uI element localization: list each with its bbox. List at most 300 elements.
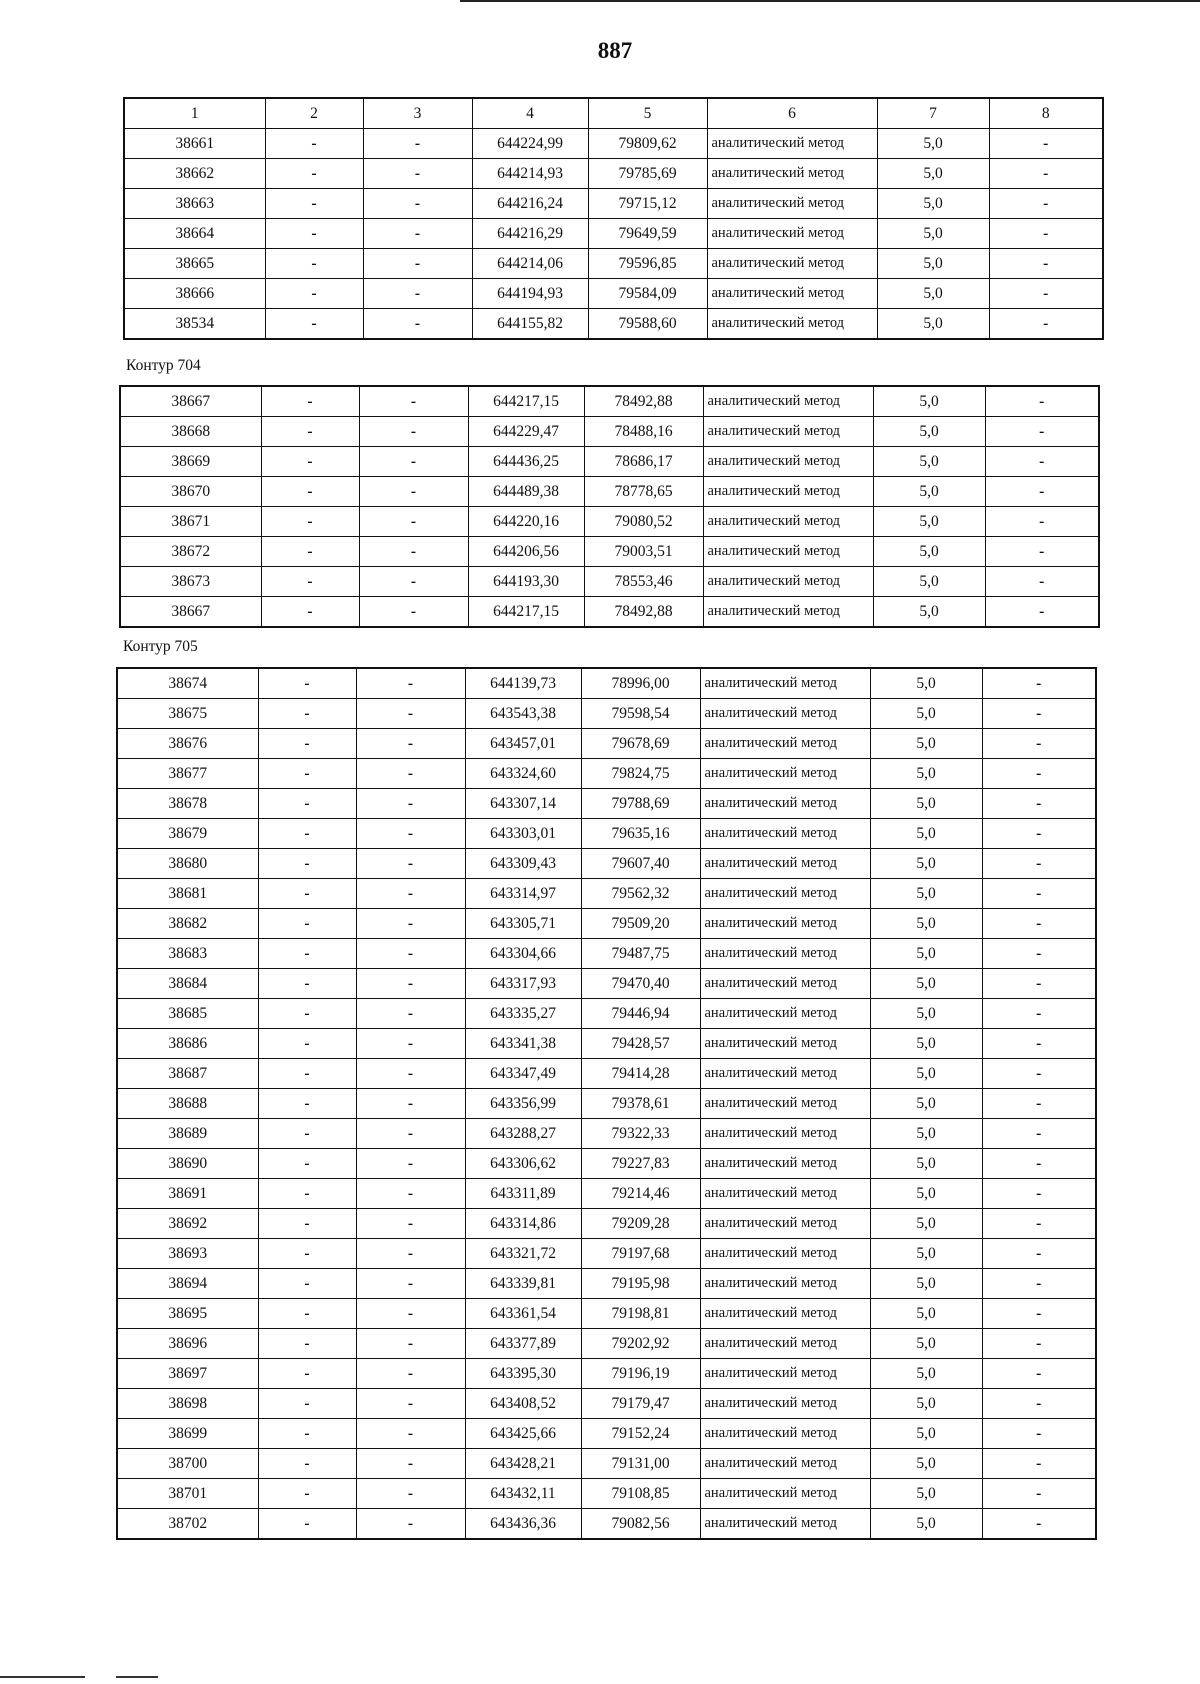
table-cell-col-2: - [258,1149,356,1179]
table-cell-col-7: 5,0 [877,159,989,189]
table-cell-col-7: 5,0 [870,1359,982,1389]
table-cell-col-7: 5,0 [873,447,985,477]
table-cell-col-2: - [265,129,363,159]
table-row [117,1059,1096,1089]
table-cell-col-2: - [258,1299,356,1329]
table-cell-col-2: - [261,597,359,628]
table-cell-col-2: - [258,909,356,939]
table-row [117,699,1096,729]
table-cell-col-3: - [356,759,465,789]
table-cell-col-4: 643307,14 [465,789,581,819]
table-cell-col-6: аналитический метод [703,447,873,477]
table-cell-col-1: 38702 [117,1509,258,1540]
table-cell-col-6: аналитический метод [703,597,873,628]
table-row [117,909,1096,939]
table-row [117,1239,1096,1269]
table-cell-col-3: - [356,1119,465,1149]
table-cell-col-5: 78686,17 [584,447,703,477]
table-cell-col-8: - [989,279,1103,309]
table-cell-col-4: 644220,16 [468,507,584,537]
table-cell-col-5: 79108,85 [581,1479,700,1509]
table-cell-col-1: 38666 [124,279,265,309]
table-cell-col-1: 38664 [124,219,265,249]
table-cell-col-5: 79214,46 [581,1179,700,1209]
table-cell-col-8: - [982,1359,1096,1389]
table-cell-col-3: - [356,1089,465,1119]
table-cell-col-6: аналитический метод [700,939,870,969]
table-cell-col-4: 643457,01 [465,729,581,759]
table-cell-col-6: аналитический метод [700,1029,870,1059]
table-cell-col-7: 5,0 [870,1089,982,1119]
table-cell-col-1: 38698 [117,1389,258,1419]
table-cell-col-1: 38667 [120,386,261,417]
table-cell-col-6: аналитический метод [707,189,877,219]
table-cell-col-7: 5,0 [870,1449,982,1479]
table-row [117,879,1096,909]
table-cell-col-6: аналитический метод [703,567,873,597]
table-cell-col-7: 5,0 [870,699,982,729]
table-cell-col-5: 79446,94 [581,999,700,1029]
table-cell-col-7: 5,0 [870,668,982,699]
table-cell-col-1: 38672 [120,537,261,567]
table-cell-col-4: 644216,24 [472,189,588,219]
table-cell-col-2: - [258,819,356,849]
table-cell-col-1: 38686 [117,1029,258,1059]
table-cell-col-2: - [258,759,356,789]
table-cell-col-7: 5,0 [870,1269,982,1299]
table-header-row [124,98,1103,129]
table-cell-col-4: 643314,86 [465,1209,581,1239]
table-row [124,309,1103,340]
table-cell-col-3: - [356,1299,465,1329]
table-row [117,1479,1096,1509]
table-cell-col-8: - [989,159,1103,189]
table-cell-col-4: 643428,21 [465,1449,581,1479]
table-cell-col-2: - [261,567,359,597]
table-row [120,507,1099,537]
table-cell-col-3: - [356,789,465,819]
table-cell-col-6: аналитический метод [700,1299,870,1329]
table-cell-col-2: - [265,189,363,219]
table-cell-col-3: - [356,849,465,879]
table-cell-col-7: 5,0 [870,849,982,879]
column-header-1: 1 [124,98,265,129]
table-cell-col-5: 79195,98 [581,1269,700,1299]
page-number: 887 [597,38,633,63]
table-cell-col-5: 79588,60 [588,309,707,340]
table-cell-col-5: 79607,40 [581,849,700,879]
table-cell-col-6: аналитический метод [703,477,873,507]
table-cell-col-6: аналитический метод [703,507,873,537]
table-row [120,567,1099,597]
table-cell-col-8: - [982,759,1096,789]
table-row [117,999,1096,1029]
table-row [117,668,1096,699]
table-cell-col-5: 79227,83 [581,1149,700,1179]
table-cell-col-5: 79179,47 [581,1389,700,1419]
scan-edge-bottom-left [0,1676,85,1678]
table-cell-col-6: аналитический метод [707,249,877,279]
table-cell-col-3: - [359,386,468,417]
table-cell-col-8: - [985,417,1099,447]
table-row [124,189,1103,219]
table-cell-col-8: - [982,1419,1096,1449]
table-cell-col-6: аналитический метод [700,1209,870,1239]
table-cell-col-4: 644193,30 [468,567,584,597]
table-row [117,1209,1096,1239]
table-cell-col-1: 38668 [120,417,261,447]
table-cell-col-2: - [258,1059,356,1089]
table-cell-col-3: - [359,597,468,628]
table-cell-col-8: - [982,819,1096,849]
table-cell-col-8: - [982,1239,1096,1269]
table-row [120,537,1099,567]
table-cell-col-4: 643314,97 [465,879,581,909]
table-row [117,1389,1096,1419]
table-cell-col-4: 643408,52 [465,1389,581,1419]
column-header-7: 7 [877,98,989,129]
table-row [117,1179,1096,1209]
table-cell-col-6: аналитический метод [700,849,870,879]
table-cell-col-4: 643341,38 [465,1029,581,1059]
scan-edge-bottom-mid [116,1676,158,1678]
table-cell-col-8: - [989,129,1103,159]
table-cell-col-1: 38662 [124,159,265,189]
table-cell-col-1: 38700 [117,1449,258,1479]
table-cell-col-5: 79202,92 [581,1329,700,1359]
column-header-4: 4 [472,98,588,129]
table-cell-col-1: 38687 [117,1059,258,1089]
table-cell-col-5: 79596,85 [588,249,707,279]
table-cell-col-1: 38684 [117,969,258,999]
table-cell-col-7: 5,0 [870,939,982,969]
table-cell-col-2: - [265,309,363,340]
table-cell-col-6: аналитический метод [703,537,873,567]
table-cell-col-1: 38697 [117,1359,258,1389]
table-cell-col-1: 38661 [124,129,265,159]
table-cell-col-2: - [258,1269,356,1299]
table-cell-col-1: 38690 [117,1149,258,1179]
table-row [117,1029,1096,1059]
table-cell-col-2: - [258,1359,356,1389]
table-cell-col-7: 5,0 [870,729,982,759]
table-row [117,1089,1096,1119]
table-cell-col-7: 5,0 [870,999,982,1029]
table-row [117,969,1096,999]
table-cell-col-3: - [356,999,465,1029]
table-cell-col-5: 79785,69 [588,159,707,189]
table-cell-col-8: - [985,597,1099,628]
table-cell-col-3: - [356,668,465,699]
table-cell-col-6: аналитический метод [700,1269,870,1299]
table-cell-col-2: - [258,668,356,699]
table-cell-col-3: - [356,879,465,909]
table-cell-col-5: 79196,19 [581,1359,700,1389]
table-cell-col-8: - [985,447,1099,477]
table-cell-col-5: 78492,88 [584,386,703,417]
table-cell-col-3: - [359,567,468,597]
table-cell-col-4: 643303,01 [465,819,581,849]
table-cell-col-1: 38701 [117,1479,258,1509]
table-row [117,1119,1096,1149]
table-cell-col-4: 644139,73 [465,668,581,699]
table-cell-col-1: 38679 [117,819,258,849]
table-cell-col-8: - [982,969,1096,999]
table-row [117,789,1096,819]
table-row [117,1269,1096,1299]
table-cell-col-2: - [265,249,363,279]
table-cell-col-7: 5,0 [877,309,989,340]
table-cell-col-3: - [356,1359,465,1389]
table-cell-col-5: 79080,52 [584,507,703,537]
column-header-6: 6 [707,98,877,129]
table-cell-col-7: 5,0 [870,1059,982,1089]
coordinates-table-contour-704 [119,385,1100,628]
table-cell-col-7: 5,0 [870,1149,982,1179]
table-cell-col-7: 5,0 [870,789,982,819]
table-cell-col-4: 644229,47 [468,417,584,447]
table-cell-col-3: - [359,447,468,477]
table-cell-col-1: 38674 [117,668,258,699]
table-cell-col-2: - [258,969,356,999]
table-cell-col-1: 38699 [117,1419,258,1449]
table-cell-col-1: 38688 [117,1089,258,1119]
table-cell-col-8: - [985,386,1099,417]
table-cell-col-7: 5,0 [870,1029,982,1059]
table-cell-col-5: 78996,00 [581,668,700,699]
table-cell-col-6: аналитический метод [700,1509,870,1540]
table-cell-col-3: - [356,729,465,759]
table-cell-col-2: - [258,699,356,729]
table-cell-col-2: - [265,159,363,189]
table-body-contour-705 [117,668,1096,1539]
table-cell-col-7: 5,0 [870,1299,982,1329]
table-cell-col-4: 643339,81 [465,1269,581,1299]
table-cell-col-6: аналитический метод [700,1059,870,1089]
table-cell-col-8: - [982,1149,1096,1179]
table-cell-col-6: аналитический метод [703,386,873,417]
table-cell-col-3: - [356,909,465,939]
table-cell-col-8: - [982,1059,1096,1089]
table-cell-col-8: - [985,537,1099,567]
table-cell-col-6: аналитический метод [700,1179,870,1209]
table-cell-col-3: - [363,219,472,249]
table-cell-col-8: - [982,729,1096,759]
table-cell-col-8: - [982,699,1096,729]
table-cell-col-8: - [989,309,1103,340]
table-cell-col-4: 643425,66 [465,1419,581,1449]
table-cell-col-3: - [356,1029,465,1059]
table-cell-col-5: 79635,16 [581,819,700,849]
table-row [117,1299,1096,1329]
table-cell-col-6: аналитический метод [700,699,870,729]
table-cell-col-8: - [982,1299,1096,1329]
table-cell-col-1: 38663 [124,189,265,219]
table-cell-col-4: 644224,99 [472,129,588,159]
coordinates-table-contour-705 [116,667,1097,1540]
table-cell-col-2: - [258,849,356,879]
table-cell-col-6: аналитический метод [700,1149,870,1179]
table-cell-col-6: аналитический метод [700,999,870,1029]
table-cell-col-4: 643309,43 [465,849,581,879]
table-cell-col-4: 643432,11 [465,1479,581,1509]
table-cell-col-6: аналитический метод [700,1239,870,1269]
table-cell-col-1: 38691 [117,1179,258,1209]
table-cell-col-3: - [356,1389,465,1419]
table-cell-col-5: 78778,65 [584,477,703,507]
table-cell-col-8: - [982,849,1096,879]
table-cell-col-4: 644214,93 [472,159,588,189]
table-cell-col-5: 79649,59 [588,219,707,249]
table-cell-col-6: аналитический метод [700,879,870,909]
column-header-8: 8 [989,98,1103,129]
table-cell-col-7: 5,0 [870,1209,982,1239]
table-cell-col-2: - [258,1449,356,1479]
table-cell-col-8: - [982,909,1096,939]
table-cell-col-3: - [356,939,465,969]
table-cell-col-5: 79322,33 [581,1119,700,1149]
table-cell-col-8: - [985,507,1099,537]
table-row [117,1509,1096,1540]
table-cell-col-3: - [363,309,472,340]
table-cell-col-2: - [258,789,356,819]
table-cell-col-6: аналитический метод [700,969,870,999]
column-header-3: 3 [363,98,472,129]
table-cell-col-6: аналитический метод [700,729,870,759]
table-cell-col-2: - [261,417,359,447]
column-header-2: 2 [265,98,363,129]
table-cell-col-3: - [356,969,465,999]
contour-title-705: Контур 705 [123,638,198,655]
table-cell-col-6: аналитический метод [707,219,877,249]
table-cell-col-7: 5,0 [873,507,985,537]
table-cell-col-3: - [363,159,472,189]
table-cell-col-6: аналитический метод [700,1329,870,1359]
table-cell-col-2: - [258,1179,356,1209]
table-cell-col-1: 38682 [117,909,258,939]
table-cell-col-7: 5,0 [870,879,982,909]
table-cell-col-2: - [258,1089,356,1119]
table-row [120,386,1099,417]
table-cell-col-7: 5,0 [870,759,982,789]
table-cell-col-3: - [359,537,468,567]
table-cell-col-5: 79470,40 [581,969,700,999]
table-cell-col-1: 38683 [117,939,258,969]
table-cell-col-4: 644489,38 [468,477,584,507]
table-cell-col-5: 79824,75 [581,759,700,789]
table-cell-col-8: - [982,879,1096,909]
table-cell-col-2: - [258,1119,356,1149]
table-cell-col-4: 644206,56 [468,537,584,567]
table-cell-col-2: - [258,1029,356,1059]
table-row [117,1149,1096,1179]
table-row [117,819,1096,849]
table-cell-col-2: - [258,879,356,909]
table-cell-col-2: - [258,1419,356,1449]
table-cell-col-4: 643306,62 [465,1149,581,1179]
table-cell-col-7: 5,0 [870,1119,982,1149]
table-cell-col-5: 79209,28 [581,1209,700,1239]
table-cell-col-2: - [265,219,363,249]
table-cell-col-5: 79197,68 [581,1239,700,1269]
table-cell-col-4: 644155,82 [472,309,588,340]
table-cell-col-6: аналитический метод [700,668,870,699]
table-cell-col-1: 38680 [117,849,258,879]
table-cell-col-1: 38689 [117,1119,258,1149]
table-body-contour-704 [120,386,1099,627]
table-cell-col-6: аналитический метод [700,1089,870,1119]
table-cell-col-2: - [258,729,356,759]
table-cell-col-4: 644217,15 [468,386,584,417]
table-cell-col-3: - [356,819,465,849]
table-row [117,849,1096,879]
table-cell-col-3: - [356,1239,465,1269]
table-cell-col-4: 643317,93 [465,969,581,999]
table-cell-col-7: 5,0 [870,969,982,999]
table-cell-col-4: 643311,89 [465,1179,581,1209]
table-cell-col-6: аналитический метод [707,159,877,189]
table-row [120,597,1099,628]
table-cell-col-7: 5,0 [870,1239,982,1269]
scan-edge-top [460,0,1200,2]
table-cell-col-1: 38670 [120,477,261,507]
table-cell-col-7: 5,0 [877,279,989,309]
table-cell-col-6: аналитический метод [707,279,877,309]
table-cell-col-7: 5,0 [873,537,985,567]
table-cell-col-8: - [982,668,1096,699]
table-cell-col-1: 38692 [117,1209,258,1239]
table-cell-col-8: - [982,1479,1096,1509]
table-cell-col-4: 644216,29 [472,219,588,249]
table-cell-col-6: аналитический метод [700,1479,870,1509]
table-cell-col-5: 79509,20 [581,909,700,939]
table-cell-col-4: 644214,06 [472,249,588,279]
table-cell-col-6: аналитический метод [700,1449,870,1479]
table-cell-col-5: 79152,24 [581,1419,700,1449]
table-cell-col-5: 79428,57 [581,1029,700,1059]
table-cell-col-3: - [359,417,468,447]
table-cell-col-4: 643543,38 [465,699,581,729]
table-cell-col-8: - [982,939,1096,969]
table-cell-col-7: 5,0 [870,1479,982,1509]
table-cell-col-3: - [359,477,468,507]
table-row [117,729,1096,759]
table-cell-col-8: - [982,789,1096,819]
table-cell-col-6: аналитический метод [700,759,870,789]
table-cell-col-4: 643305,71 [465,909,581,939]
table-cell-col-7: 5,0 [873,477,985,507]
table-cell-col-3: - [356,1269,465,1299]
table-cell-col-3: - [356,1449,465,1479]
table-cell-col-2: - [261,386,359,417]
table-cell-col-4: 643304,66 [465,939,581,969]
table-cell-col-3: - [363,249,472,279]
table-cell-col-7: 5,0 [870,1389,982,1419]
table-row [124,249,1103,279]
table-row [124,159,1103,189]
table-cell-col-2: - [258,1389,356,1419]
table-cell-col-4: 643361,54 [465,1299,581,1329]
table-cell-col-5: 78488,16 [584,417,703,447]
table-cell-col-8: - [982,1029,1096,1059]
table-cell-col-1: 38673 [120,567,261,597]
table-cell-col-4: 643321,72 [465,1239,581,1269]
table-row [124,219,1103,249]
table-cell-col-5: 79562,32 [581,879,700,909]
table-cell-col-1: 38671 [120,507,261,537]
table-cell-col-3: - [356,1509,465,1540]
table-cell-col-5: 79198,81 [581,1299,700,1329]
